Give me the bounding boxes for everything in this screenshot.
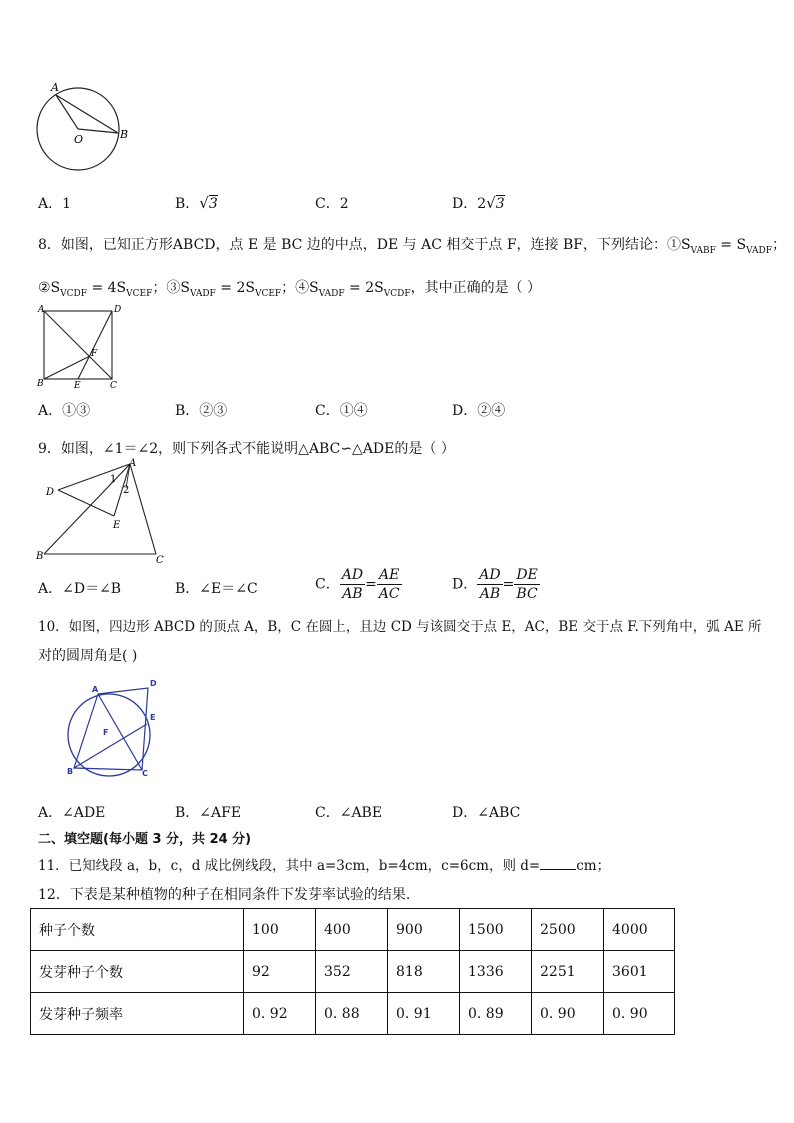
section-title-fill-in: 二、填空题(每小题 3 分，共 24 分) <box>38 832 252 847</box>
eq: = 2S <box>215 280 255 296</box>
q9-triangle-figure <box>34 458 174 566</box>
q10-stem-line2: 对的圆周角是( ) <box>38 648 138 664</box>
q8-stem-line2 <box>38 277 541 299</box>
germination-table <box>30 908 675 1035</box>
numerator: AD <box>341 567 364 583</box>
q11-text-a: 11．已知线段 a，b，c，d 成比例线段，其中 a=3cm，b=4cm，c=6cm，则 d= <box>38 858 541 874</box>
q8-option-d[interactable]: D．②④ <box>452 403 506 419</box>
label-e: E <box>113 520 121 531</box>
segment-bf <box>44 356 90 379</box>
denominator: BC <box>516 586 538 602</box>
table-row <box>31 993 675 1035</box>
q9-option-c[interactable] <box>315 566 402 603</box>
q9-option-b[interactable]: B．∠E＝∠C <box>175 581 258 597</box>
quad-abcd <box>74 688 148 770</box>
table-cell: 种子个数 <box>31 909 244 951</box>
segment-de <box>58 490 114 516</box>
q7-option-a[interactable]: A．1 <box>38 196 72 212</box>
sub: VCDF <box>60 288 88 299</box>
table-cell: 0. 90 <box>532 993 604 1035</box>
q12-stem: 12．下表是某种植物的种子在相同条件下发芽率试验的结果. <box>38 887 411 903</box>
table-cell: 352 <box>316 951 388 993</box>
equals: = <box>365 576 377 593</box>
q8-option-c[interactable]: C．①④ <box>315 403 368 419</box>
label-d: D <box>150 679 157 688</box>
tail: ，其中正确的是（ ） <box>410 280 542 296</box>
segment-be <box>74 724 147 768</box>
sub: VABF <box>690 245 716 256</box>
eq: = S <box>715 237 747 253</box>
label-d: D <box>114 305 122 315</box>
label-a: A <box>129 458 137 469</box>
sqrt-sign: √ <box>199 194 209 212</box>
option-prefix: D． <box>452 576 478 593</box>
segment-ad <box>58 464 130 490</box>
q10-option-d[interactable]: D．∠ABC <box>452 805 521 821</box>
label-f: F <box>103 728 109 737</box>
answer-blank[interactable] <box>540 869 576 870</box>
segment-de <box>78 311 112 379</box>
equals: = <box>502 576 515 593</box>
table-cell: 发芽种子个数 <box>31 951 244 993</box>
table-cell: 0. 92 <box>244 993 316 1035</box>
q8-square-figure <box>34 302 124 392</box>
q7-option-c[interactable]: C．2 <box>315 196 349 212</box>
segment-ab <box>56 95 118 133</box>
sub: VCEF <box>126 288 153 299</box>
label-angle-2: 2 <box>123 485 130 496</box>
q10-option-a[interactable]: A．∠ADE <box>38 805 106 821</box>
q9-option-d[interactable] <box>452 566 540 603</box>
fraction <box>477 566 502 603</box>
segment-ab <box>44 464 130 554</box>
option-prefix: C． <box>315 576 340 593</box>
label-b: B <box>36 551 44 562</box>
label-b: B <box>67 767 74 776</box>
table-row <box>31 951 675 993</box>
label-f: F <box>91 349 98 359</box>
table-row <box>31 909 675 951</box>
segment-ao <box>56 95 78 129</box>
sub: VADF <box>189 288 216 299</box>
table-cell: 1336 <box>460 951 532 993</box>
sep: ； <box>771 237 786 253</box>
c2: ②S <box>38 280 61 296</box>
table-cell: 2500 <box>532 909 604 951</box>
sqrt-arg: 3 <box>495 196 505 212</box>
sqrt-arg: 3 <box>208 196 218 212</box>
c4: ④S <box>295 280 319 296</box>
q8-option-b[interactable]: B．②③ <box>175 403 228 419</box>
label-e: E <box>74 381 81 391</box>
c3: ③S <box>166 280 190 296</box>
q11-stem <box>38 854 610 874</box>
q11-text-b: cm； <box>576 858 611 874</box>
segment-ac <box>130 464 156 554</box>
label-o: O <box>74 133 84 146</box>
sqrt-sign: √ <box>486 194 496 212</box>
label-c: C <box>142 769 148 778</box>
q7-option-d[interactable] <box>452 193 505 213</box>
q10-circle-figure <box>58 674 168 782</box>
q7-circle-figure <box>30 78 140 178</box>
q7-option-d-label: D．2 <box>452 196 487 212</box>
q10-stem-line1: 10．如图，四边形 ABCD 的顶点 A，B，C 在圆上，且边 CD 与该圆交于点 E，AC，BE 交于点 F.下列角中，弧 AE 所 <box>38 619 762 635</box>
table-cell: 900 <box>388 909 460 951</box>
table-cell: 2251 <box>532 951 604 993</box>
denominator: AB <box>479 586 501 602</box>
label-c: C <box>110 381 117 391</box>
numerator: DE <box>516 567 538 583</box>
sub: VADF <box>318 288 345 299</box>
label-a: A <box>51 81 59 94</box>
sep: ； <box>152 280 167 296</box>
table-cell: 发芽种子频率 <box>31 993 244 1035</box>
label-angle-1: 1 <box>110 474 117 485</box>
table-cell: 0. 89 <box>460 993 532 1035</box>
q8-line1-text: 8．如图，已知正方形ABCD，点 E 是 BC 边的中点，DE 与 AC 相交于点 F，连接 BF，下列结论：①S <box>38 237 691 253</box>
sep: ； <box>281 280 296 296</box>
sub: VCEF <box>254 288 282 299</box>
eq: = 2S <box>344 280 384 296</box>
table-cell: 400 <box>316 909 388 951</box>
denominator: AB <box>342 586 363 602</box>
table-cell: 818 <box>388 951 460 993</box>
q7-option-b-label: B． <box>175 196 200 212</box>
table-cell: 4000 <box>604 909 675 951</box>
table-cell: 92 <box>244 951 316 993</box>
q7-option-b[interactable] <box>175 193 218 213</box>
table-cell: 3601 <box>604 951 675 993</box>
table-cell: 0. 90 <box>604 993 675 1035</box>
label-e: E <box>150 713 156 722</box>
label-a: A <box>92 685 99 694</box>
table-cell: 1500 <box>460 909 532 951</box>
label-a: A <box>38 305 45 315</box>
table-cell: 0. 91 <box>388 993 460 1035</box>
q9-option-a[interactable]: A．∠D＝∠B <box>38 581 122 597</box>
eq: = 4S <box>87 280 127 296</box>
label-c: C <box>156 555 164 566</box>
fraction <box>514 566 539 603</box>
label-b: B <box>120 128 129 141</box>
numerator: AD <box>479 567 501 583</box>
denominator: AC <box>378 586 400 602</box>
numerator: AE <box>377 566 402 585</box>
q10-option-b[interactable]: B．∠AFE <box>175 805 242 821</box>
sub: VADF <box>746 245 772 256</box>
table-cell: 0. 88 <box>316 993 388 1035</box>
q8-option-a[interactable]: A．①③ <box>38 403 91 419</box>
table-cell: 100 <box>244 909 316 951</box>
q8-stem-line1 <box>38 234 786 256</box>
q10-option-c[interactable]: C．∠ABE <box>315 805 383 821</box>
fraction <box>377 566 402 603</box>
sub: VCDF <box>383 288 411 299</box>
label-b: B <box>37 379 44 389</box>
fraction <box>340 566 365 603</box>
q9-stem: 9．如图，∠1＝∠2，则下列各式不能说明△ABC∽△ADE的是（ ） <box>38 441 455 457</box>
label-d: D <box>46 487 55 498</box>
diagonal-ac <box>44 311 112 379</box>
